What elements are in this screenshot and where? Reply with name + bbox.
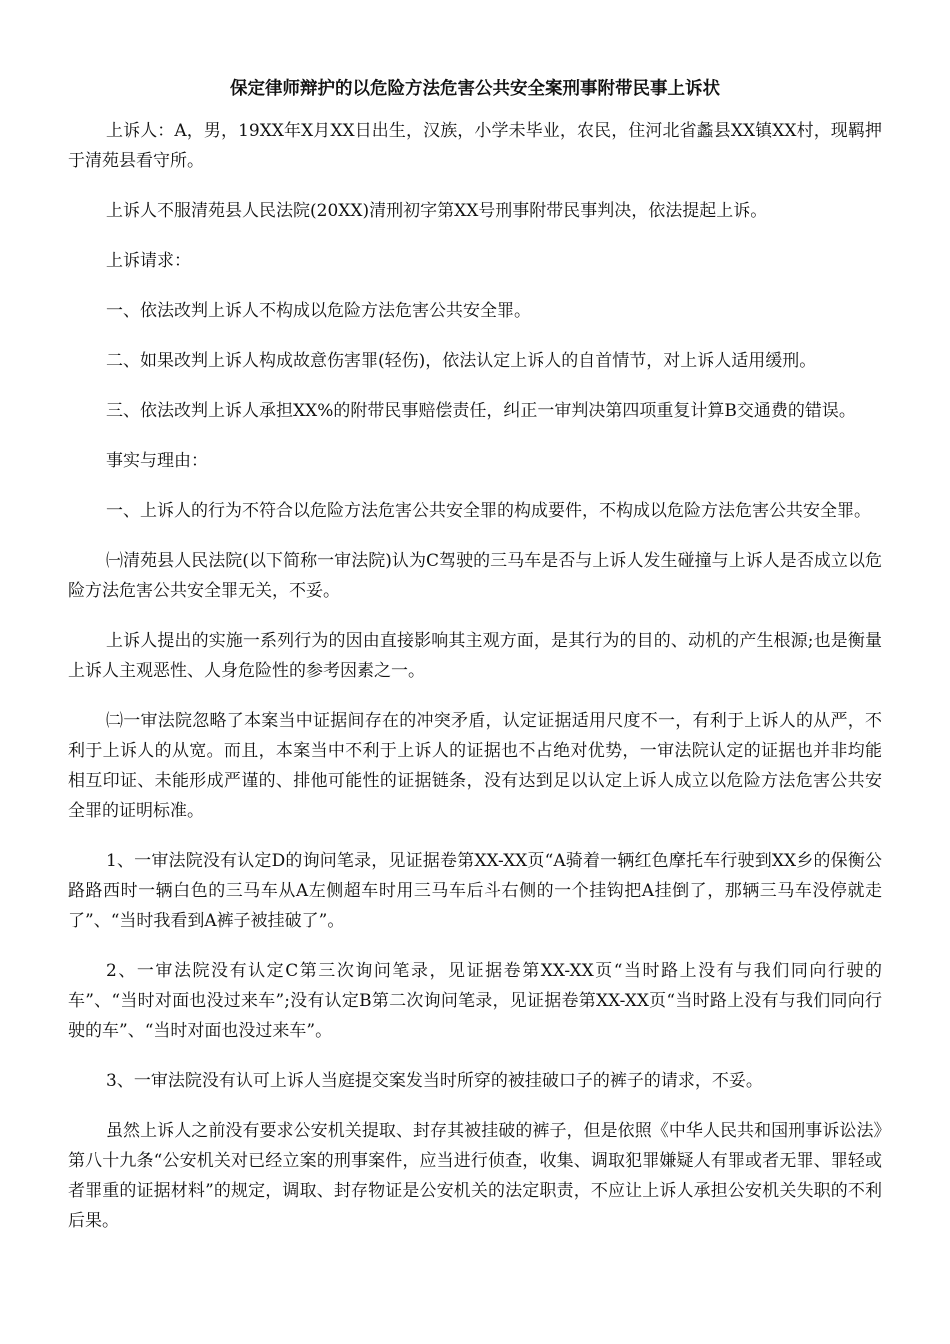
paragraph-appeal-statement: 上诉人不服清苑县人民法院(20XX)清刑初字第XX号刑事附带民事判决，依法提起上诉。 bbox=[106, 201, 768, 221]
document-title: 保定律师辩护的以危险方法危害公共安全案刑事附带民事上诉状 bbox=[230, 79, 720, 99]
paragraph-request-3: 三、依法改判上诉人承担XX%的附带民事赔偿责任，纠正一审判决第四项重复计算B交通费的错误。 bbox=[106, 401, 856, 421]
paragraph-evidence-2: 2、一审法院没有认定C第三次询问笔录，见证据卷第XX-XX页“当时路上没有与我们同向行驶的车”、“当时对面也没过来车”;没有认定B第二次询问笔录，见证据卷第XX-XX页“当时路上没有与我们同向行驶的车”、“当时对面也没过来车”。 bbox=[68, 961, 882, 1041]
paragraph-request-1: 一、依法改判上诉人不构成以危险方法危害公共安全罪。 bbox=[106, 301, 531, 321]
paragraph-evidence-1: 1、一审法院没有认定D的询问笔录，见证据卷第XX-XX页“A骑着一辆红色摩托车行驶到XX乡的保衡公路路西时一辆白色的三马车从A左侧超车时用三马车后斗右侧的一个挂钩把A挂倒了，那辆三马车没停就走了”、“当时我看到A裤子被挂破了”。 bbox=[68, 851, 882, 931]
paragraph-police-duty: 虽然上诉人之前没有要求公安机关提取、封存其被挂破的裤子，但是依照《中华人民共和国刑事诉讼法》第八十九条“公安机关对已经立案的刑事案件，应当进行侦查，收集、调取犯罪嫌疑人有罪或者无罪、罪轻或者罪重的证据材料”的规定，调取、封存物证是公安机关的法定职责，不应让上诉人承担公安机关失职的不利后果。 bbox=[68, 1121, 882, 1231]
paragraph-reason-1: 一、上诉人的行为不符合以危险方法危害公共安全罪的构成要件，不构成以危险方法危害公共安全罪。 bbox=[106, 501, 871, 521]
paragraph-evidence-3: 3、一审法院没有认可上诉人当庭提交案发当时所穿的被挂破口子的裤子的请求，不妥。 bbox=[106, 1071, 763, 1091]
paragraph-appellant-info: 上诉人：A，男，19XX年X月XX日出生，汉族，小学未毕业，农民，住河北省蠡县XX镇XX村，现羁押于清苑县看守所。 bbox=[68, 121, 882, 171]
paragraph-reason-1-point-2: ㈡一审法院忽略了本案当中证据间存在的冲突矛盾，认定证据适用尺度不一，有利于上诉人的从严，不利于上诉人的从宽。而且，本案当中不利于上诉人的证据也不占绝对优势，一审法院认定的证据也并非均能相互印证、未能形成严谨的、排他可能性的证据链条，没有达到足以认定上诉人成立以危险方法危害公共安全罪的证明标准。 bbox=[68, 711, 882, 821]
heading-appeal-requests: 上诉请求： bbox=[106, 251, 191, 271]
paragraph-motive: 上诉人提出的实施一系列行为的因由直接影响其主观方面，是其行为的目的、动机的产生根源;也是衡量上诉人主观恶性、人身危险性的参考因素之一。 bbox=[68, 631, 882, 681]
document-page bbox=[68, 74, 882, 1256]
paragraph-reason-1-point-1: ㈠清苑县人民法院(以下简称一审法院)认为C驾驶的三马车是否与上诉人发生碰撞与上诉人是否成立以危险方法危害公共安全罪无关，不妥。 bbox=[68, 551, 882, 601]
paragraph-request-2: 二、如果改判上诉人构成故意伤害罪(轻伤)，依法认定上诉人的自首情节，对上诉人适用缓刑。 bbox=[106, 351, 817, 371]
heading-facts-and-reasons: 事实与理由： bbox=[106, 451, 208, 471]
